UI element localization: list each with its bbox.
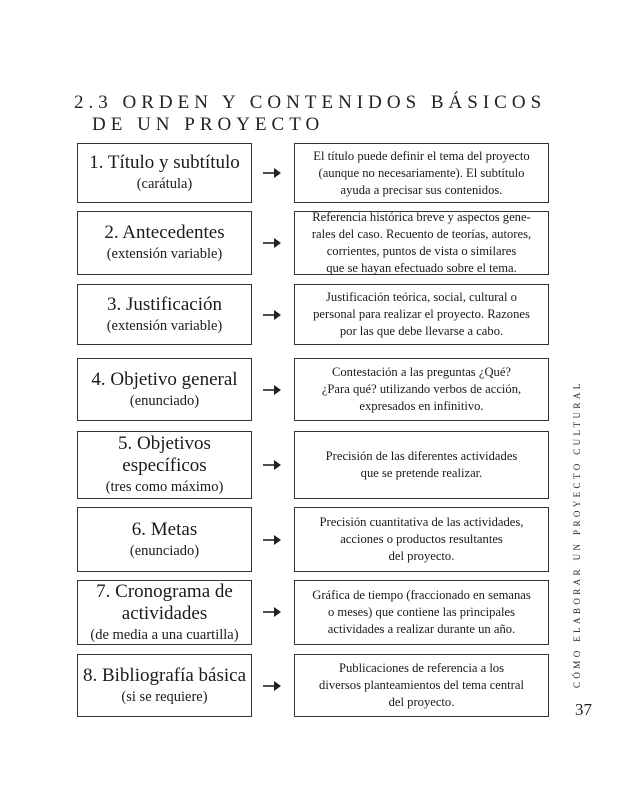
- item-subtitle: (enunciado): [129, 392, 200, 409]
- desc-line: Precisión de las diferentes actividades: [325, 449, 518, 463]
- item-box-1: [77, 143, 252, 203]
- desc-line: Justificación teórica, social, cultural o: [326, 290, 517, 304]
- item-subtitle: (de media a una cuartilla): [90, 626, 239, 643]
- page-number: 37: [575, 700, 592, 719]
- item-title: 6. Metas: [131, 518, 198, 540]
- desc-line: del proyecto.: [388, 549, 455, 563]
- desc-line: diversos planteamientos del tema central: [319, 678, 524, 692]
- item-title-line: 5. Objetivos: [118, 433, 211, 454]
- desc-line: Precisión cuantitativa de las actividades,: [319, 515, 524, 529]
- description-box-1: [294, 143, 549, 203]
- desc-line: o meses) que contiene las principales: [327, 605, 516, 619]
- item-subtitle: (tres como máximo): [105, 479, 224, 495]
- desc-line: actividades a realizar durante un año.: [327, 622, 516, 636]
- item-title-line: específicos: [122, 455, 207, 476]
- item-subtitle: (extensión variable): [106, 317, 223, 334]
- running-header-vertical: CÓMO ELABORAR UN PROYECTO CULTURAL: [572, 380, 582, 688]
- item-title: 2. Antecedentes: [104, 222, 225, 243]
- right-arrow-icon: [262, 680, 282, 692]
- item-title: 3. Justificación: [106, 293, 223, 315]
- item-title: 1. Título y subtítulo: [89, 152, 240, 173]
- description-box-2: [294, 211, 549, 275]
- right-arrow-icon: [262, 384, 282, 396]
- desc-line: que se hayan efectuado sobre el tema.: [326, 261, 517, 275]
- item-subtitle: (enunciado): [129, 542, 200, 559]
- right-arrow-icon: [262, 534, 282, 546]
- item-box-4: [77, 358, 252, 421]
- desc-line: Referencia histórica breve y aspectos gene-: [312, 210, 531, 224]
- item-box-7: [77, 580, 252, 645]
- right-arrow-icon: [262, 309, 282, 321]
- right-arrow-icon: [262, 237, 282, 249]
- item-title: 8. Bibliografía básica: [82, 664, 247, 686]
- heading-line-2: DE UN PROYECTO: [92, 114, 325, 135]
- description-box-6: [294, 507, 549, 572]
- desc-line: El título puede definir el tema del proyecto: [313, 148, 530, 163]
- item-box-5: [77, 431, 252, 499]
- description-box-5: [294, 431, 549, 499]
- desc-line: ¿Para qué? utilizando verbos de acción,: [321, 382, 522, 396]
- description-box-7: [294, 580, 549, 645]
- desc-line: acciones o productos resultantes: [340, 532, 503, 546]
- item-title-line: actividades: [121, 602, 208, 624]
- item-box-2: [77, 211, 252, 275]
- desc-line: del proyecto.: [388, 695, 455, 709]
- description-box-4: [294, 358, 549, 421]
- desc-line: que se pretende realizar.: [360, 466, 483, 480]
- desc-line: (aunque no necesariamente). El subtítulo: [318, 165, 525, 180]
- desc-line: Publicaciones de referencia a los: [338, 661, 505, 675]
- section-heading: [74, 92, 546, 136]
- item-subtitle: (carátula): [136, 176, 193, 192]
- item-box-6: [77, 507, 252, 572]
- desc-line: corrientes, puntos de vista o similares: [326, 244, 517, 258]
- heading-line-1: 2.3 ORDEN Y CONTENIDOS BÁSICOS: [74, 92, 547, 113]
- desc-line: por las que debe llevarse a cabo.: [339, 324, 504, 338]
- item-title: 4. Objetivo general: [91, 368, 238, 390]
- desc-line: Gráfica de tiempo (fraccionado en semanas: [312, 588, 531, 602]
- description-box-8: [294, 654, 549, 717]
- item-subtitle: (extensión variable): [106, 246, 223, 262]
- item-title-line: 7. Cronograma de: [96, 580, 233, 602]
- desc-line: Contestación a las preguntas ¿Qué?: [331, 365, 512, 379]
- right-arrow-icon: [262, 606, 282, 618]
- desc-line: rales del caso. Recuento de teorías, autores,: [311, 227, 532, 241]
- desc-line: personal para realizar el proyecto. Razones: [313, 307, 530, 321]
- description-box-3: [294, 284, 549, 345]
- right-arrow-icon: [262, 167, 282, 179]
- item-subtitle: (si se requiere): [121, 688, 208, 705]
- right-arrow-icon: [262, 459, 282, 471]
- desc-line: expresados en infinitivo.: [359, 399, 484, 413]
- desc-line: ayuda a precisar sus contenidos.: [340, 182, 503, 197]
- item-box-8: [77, 654, 252, 717]
- item-box-3: [77, 284, 252, 345]
